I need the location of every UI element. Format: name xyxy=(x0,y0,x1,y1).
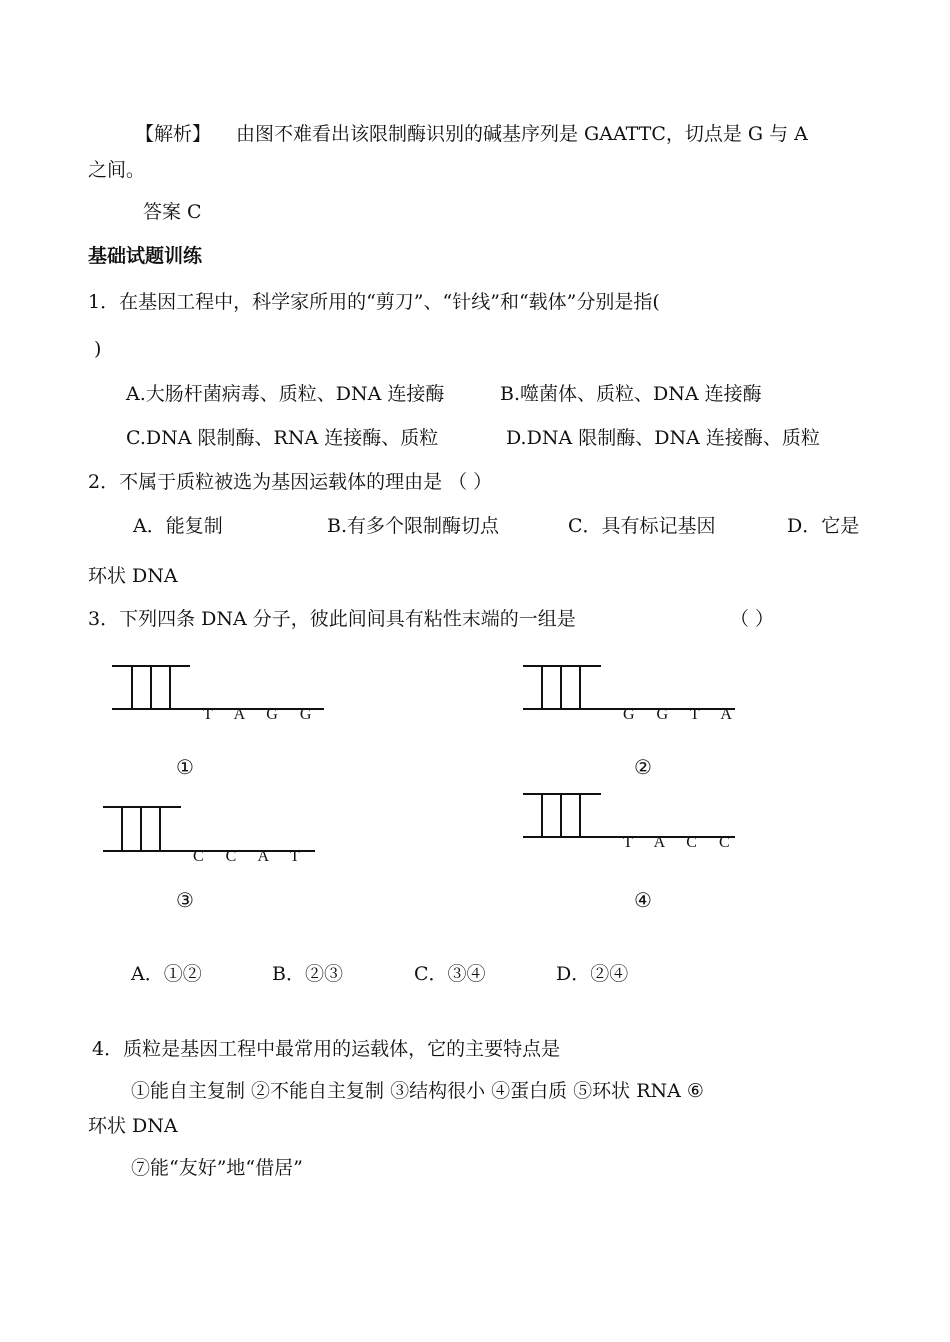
question-2-stem: 2．不属于质粒被选为基因运载体的理由是 （ ） xyxy=(88,471,493,493)
fragment-4-bond xyxy=(579,793,581,837)
question-2-option-d: D．它是 xyxy=(787,515,860,537)
fragment-2-top-strand xyxy=(523,665,601,667)
fragment-4-label: ④ xyxy=(634,888,652,912)
question-3-bracket: （ ） xyxy=(730,608,775,630)
question-4-items: ①能自主复制 ②不能自主复制 ③结构很小 ④蛋白质 ⑤环状 RNA ⑥ xyxy=(131,1080,704,1102)
question-3-option-b: B．②③ xyxy=(272,963,343,985)
fragment-1-bond xyxy=(169,665,171,709)
question-1-option-d: D.DNA 限制酶、DNA 连接酶、质粒 xyxy=(506,427,820,449)
fragment-2-bond xyxy=(560,665,562,709)
fragment-4-bond xyxy=(560,793,562,837)
fragment-1-sequence: T A G G xyxy=(203,706,321,723)
fragment-2-label: ② xyxy=(634,755,652,779)
question-3-option-d: D．②④ xyxy=(556,963,629,985)
fragment-2-sequence: G G T A xyxy=(623,706,741,723)
question-2-option-d-continued: 环状 DNA xyxy=(88,565,178,587)
question-3-option-c: C．③④ xyxy=(414,963,486,985)
question-1-option-a: A.大肠杆菌病毒、质粒、DNA 连接酶 xyxy=(126,383,445,405)
answer: 答案 C xyxy=(143,201,202,223)
fragment-3-bond xyxy=(121,806,123,851)
question-1-option-b: B.噬菌体、质粒、DNA 连接酶 xyxy=(500,383,762,405)
question-3-stem: 3．下列四条 DNA 分子，彼此间间具有粘性末端的一组是 xyxy=(88,608,576,630)
fragment-3-sequence: C C A T xyxy=(193,848,309,865)
fragment-3-bond xyxy=(159,806,161,851)
fragment-4-top-strand xyxy=(523,793,601,795)
question-4-items-continued: 环状 DNA xyxy=(88,1115,178,1137)
section-title: 基础试题训练 xyxy=(88,245,203,267)
fragment-1-bond xyxy=(131,665,133,709)
question-4-item-7: ⑦能“友好”地“借居” xyxy=(131,1157,303,1179)
question-4-stem: 4．质粒是基因工程中最常用的运载体，它的主要特点是 xyxy=(92,1038,561,1060)
fragment-1-label: ① xyxy=(176,755,194,779)
question-1-stem-continued: ) xyxy=(94,338,102,360)
question-3-option-a: A．①② xyxy=(131,963,202,985)
fragment-3-top-strand xyxy=(103,806,181,808)
question-1-option-c: C.DNA 限制酶、RNA 连接酶、质粒 xyxy=(126,427,439,449)
fragment-4-bond xyxy=(541,793,543,837)
analysis-label: 【解析】 xyxy=(135,123,212,145)
question-2-option-c: C．具有标记基因 xyxy=(568,515,716,537)
question-2-option-a: A．能复制 xyxy=(133,515,223,537)
fragment-3-label: ③ xyxy=(176,888,194,912)
fragment-2-bond xyxy=(541,665,543,709)
fragment-4-sequence: T A C C xyxy=(623,834,739,851)
analysis-text-continued: 之间。 xyxy=(88,159,146,181)
question-1-stem: 1．在基因工程中，科学家所用的“剪刀”、“针线”和“载体”分别是指( xyxy=(88,291,660,313)
fragment-2-bond xyxy=(579,665,581,709)
analysis-text: 由图不难看出该限制酶识别的碱基序列是 GAATTC，切点是 G 与 A xyxy=(236,123,808,145)
fragment-1-bond xyxy=(150,665,152,709)
question-2-option-b: B.有多个限制酶切点 xyxy=(327,515,500,537)
fragment-3-bond xyxy=(140,806,142,851)
